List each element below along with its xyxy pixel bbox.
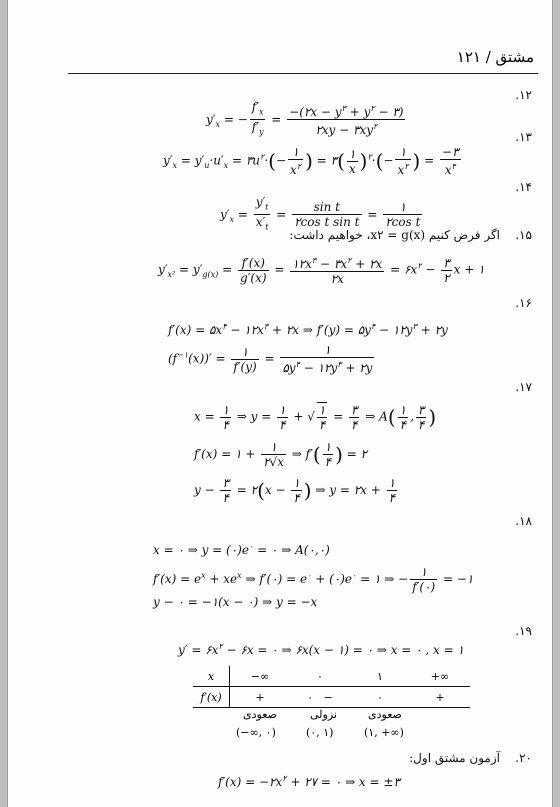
problem-19-number: ۱۹. — [515, 624, 532, 638]
problem-14-number: ۱۴. — [515, 180, 532, 194]
sign-table-x-value: ۱ — [377, 669, 383, 683]
interval-label: (−∞, ۰) — [236, 726, 276, 739]
problem-16-number: ۱۶. — [515, 296, 532, 310]
behavior-label: نزولی — [310, 708, 337, 721]
sign-table-x-value: +∞ — [430, 669, 450, 683]
problem-14-equation: $y'_x$ = $\frac{y'_t}{x'_t}$ = $\frac{\text{sin t}}{\text{۲cos t sin t}}$ = $\frac{۱}{\text{۲cos t}}$ — [220, 195, 421, 232]
problem-17-equation-1: x = $\frac{۱}{۴}$ ⇒ y = $\frac{۱}{۴}$ + √ $\frac{۱}{۴}$ = $\frac{۳}{۴}$ ⇒ A( $\frac{۱}{۴}$ , $\frac{۳}{۴}$ ) — [194, 402, 437, 432]
behavior-label: صعودی — [368, 708, 402, 721]
textbook-page — [7, 0, 553, 807]
problem-17-equation-2: f′(x) = ۱ + $\frac{۱}{۲√x}$ ⇒ f′( $\frac{۱}{۴}$ ) = ۲ — [194, 440, 368, 469]
sign-cell: ۰ — [350, 687, 410, 708]
sign-table-x-value: ۰ — [317, 669, 323, 683]
problem-18-equation-3: y − ۰ = −۱(x − ۰) ⇒ y = −x — [153, 595, 318, 609]
sign-table-x-value: −∞ — [250, 669, 270, 683]
problem-18-number: ۱۸. — [515, 514, 532, 528]
problem-15-number: ۱۵. — [515, 228, 532, 242]
behavior-label: صعودی — [243, 708, 277, 721]
sign-table-x-label: x — [193, 666, 230, 687]
problem-20-number: ۲۰. — [515, 751, 532, 765]
problem-20-text: آزمون مشتق اول: — [409, 751, 500, 765]
interval-label: (۰, ۱) — [306, 726, 334, 739]
problem-20-equation: $f'(x) = -۲x^۲$ + ۲۷ = ۰ ⇒ x = ±۳ — [218, 774, 400, 789]
problem-18-equation-1: x = ۰ ⇒ $y = (۰)e^۰$ = ۰ ⇒ A(۰,۰) — [153, 542, 330, 557]
problem-12-number: ۱۲. — [515, 88, 532, 102]
sign-cell: + — [410, 687, 470, 708]
problem-17-equation-3: y − $\frac{۳}{۴}$ = ۲(x − $\frac{۱}{۴}$ ) ⇒ y = ۲x + $\frac{۱}{۴}$ — [194, 476, 396, 505]
page-title: مشتق / ۱۲۱ — [456, 48, 534, 66]
sign-cell: ۰ − — [290, 687, 350, 708]
header-rule — [68, 73, 538, 74]
problem-13-equation: $y'_x = y'_u\cdot u'_x$ = $۳u^۲\cdot(-$ $\frac{۱}{x^۲}$ ) = ۳( $\frac{۱}{x}$ )$^۲$·(− $\frac{۱}{x^۲}$ ) = $\frac{-۳}{x^۴}$ — [163, 145, 459, 177]
problem-13-number: ۱۳. — [515, 130, 532, 144]
sign-cell: + — [230, 687, 291, 708]
problem-18-equation-2: $f'(x) = e^x + xe^x$ ⇒ f′(۰) = $e^۰$ + $(۰)e^۰$ = ۱ ⇒ − $\frac{۱}{f'(۰)}$ = −۱ — [153, 565, 474, 594]
problem-15-text: اگر فرض کنیم x۲ = g(x)، خواهیم داشت: — [289, 228, 500, 242]
page-header — [68, 38, 538, 74]
problem-16-equation-1: $f'(x) = ۵x^۴$ − $۱۲x^۳$ + ۲x ⇒ $f'(y) = ۵y^۴$ − $۱۲y^۳$ + ۲y — [168, 322, 448, 337]
problem-12-equation: $y'_x$ = − $\frac{f'_x}{f'_y}$ = $\frac{-(۲x - y^۳ + y^۲ - ۳)}{۲xy - ۳xy^۲}$ — [206, 100, 404, 138]
problem-16-equation-2: $(f^{-۱}(x))'$ = $\frac{۱}{f'(y)}$ = $\frac{۱}{۵y^۴ - ۱۲y^۳ + ۲y}$ — [168, 343, 373, 375]
problem-19-equation: $y' = ۶x^۲$ − ۶x = ۰ ⇒ ۶x(x − ۱) = ۰ ⇒ x = ۰ , x = ۱ — [178, 642, 464, 657]
problem-15-equation: $y'_{x^2} = y'_{g(x)}$ = $\frac{f'(x)}{g'(x)}$ = $\frac{۱۲x^۳ - ۳x^۲ + ۲x}{۲x}$ = $۶x^۲$ − $\frac{۳}{۲}$ x + ۱ — [158, 255, 485, 286]
sign-table-derivative-label: f′(x) — [193, 687, 230, 708]
interval-label: (۱, +∞) — [364, 726, 404, 739]
sign-table — [193, 666, 470, 708]
problem-17-number: ۱۷. — [515, 380, 532, 394]
